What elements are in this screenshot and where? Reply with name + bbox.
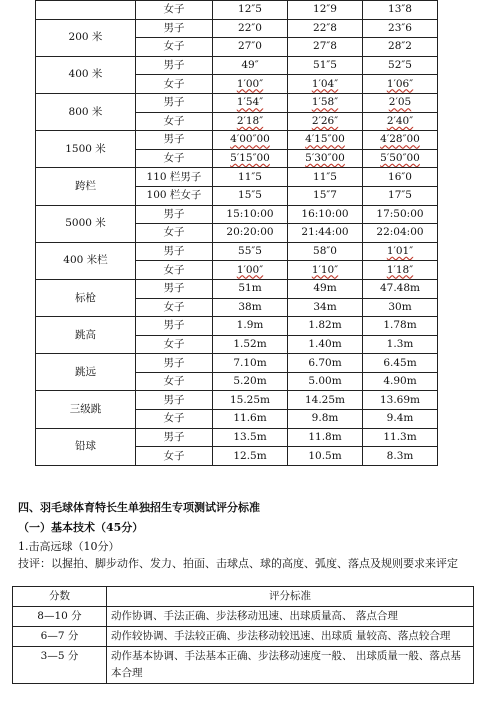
standard-value-cell xyxy=(363,168,438,187)
event-cell: 标枪 xyxy=(36,279,136,316)
gender-cell: 男子 xyxy=(136,391,213,410)
event-cell: 200 米 xyxy=(36,19,136,56)
standard-value-cell xyxy=(213,242,288,261)
standard-value: 1′54″ xyxy=(236,96,264,109)
standard-value: 6.70m xyxy=(308,356,342,369)
standard-value-cell xyxy=(288,242,363,261)
section-title: 四、羽毛球体育特长生单独招生专项测试评分标准 xyxy=(18,501,260,514)
gender-cell: 男子 xyxy=(136,131,213,150)
standard-value: 49m xyxy=(313,282,337,295)
standard-value: 6.45m xyxy=(383,356,417,369)
header-score: 分数 xyxy=(13,587,107,607)
standard-value-cell xyxy=(363,261,438,280)
standard-value: 11.6m xyxy=(233,412,267,425)
standard-value-cell xyxy=(213,93,288,112)
standard-value: 38m xyxy=(238,300,262,313)
standard-value-cell xyxy=(213,354,288,373)
standard-value-cell xyxy=(288,335,363,354)
standard-value: 1′01″ xyxy=(386,245,414,258)
standard-value-cell xyxy=(213,317,288,336)
standard-value: 13.69m xyxy=(379,393,421,406)
standard-value-cell xyxy=(363,112,438,131)
record-row xyxy=(36,93,438,112)
gender-cell: 女子 xyxy=(136,1,213,20)
standard-value-cell xyxy=(213,224,288,243)
record-row xyxy=(36,279,438,298)
standard-value-cell xyxy=(213,131,288,150)
gender-cell: 女子 xyxy=(136,149,213,168)
standard-value: 5′30″00 xyxy=(305,152,345,165)
standard-value-cell xyxy=(213,168,288,187)
standard-value-cell xyxy=(288,372,363,391)
standard-value-cell xyxy=(213,56,288,75)
standard-value-cell xyxy=(363,391,438,410)
standard-value: 5.00m xyxy=(308,375,342,388)
standard-value-cell xyxy=(288,224,363,243)
standard-value: 22″0 xyxy=(238,21,262,34)
standard-value: 1′04″ xyxy=(311,77,339,90)
criteria-text: 技评：以握拍、脚步动作、发力、拍面、击球点、球的高度、弧度、落点及规则要求来评定 xyxy=(18,557,458,570)
standard-value: 9.4m xyxy=(386,412,414,425)
event-cell: 400 米栏 xyxy=(36,242,136,279)
score-row xyxy=(13,627,474,647)
gender-cell: 男子 xyxy=(136,205,213,224)
standard-value: 51″5 xyxy=(313,59,337,72)
standard-value: 2′40″ xyxy=(386,114,414,127)
standard-value-cell xyxy=(288,149,363,168)
gender-cell: 男子 xyxy=(136,317,213,336)
records-table xyxy=(35,0,438,466)
standard-value: 1.40m xyxy=(308,337,342,350)
standard-value: 34m xyxy=(313,300,337,313)
standard-value-cell xyxy=(213,391,288,410)
score-table-header xyxy=(13,587,474,607)
standard-value: 12.5m xyxy=(233,449,267,462)
standard-value-cell xyxy=(213,112,288,131)
standard-value-cell xyxy=(213,410,288,429)
record-row xyxy=(36,1,438,20)
standard-value: 4′28″00 xyxy=(380,133,420,146)
standard-value-cell xyxy=(288,1,363,20)
standard-value: 55″5 xyxy=(238,245,262,258)
event-cell: 铅球 xyxy=(36,428,136,465)
standard-value: 2′26″ xyxy=(311,114,339,127)
standard-value-cell xyxy=(288,298,363,317)
standard-value-cell xyxy=(213,372,288,391)
standard-value-cell xyxy=(288,168,363,187)
standard-value: 22:04:00 xyxy=(376,226,424,239)
standard-value-cell xyxy=(288,410,363,429)
standard-value-cell xyxy=(288,75,363,94)
gender-cell: 女子 xyxy=(136,75,213,94)
standard-value-cell xyxy=(288,391,363,410)
standard-cell: 动作较协调、手法较正确、步法移动较迅速、出球质 量较高、落点较合理 xyxy=(107,627,474,647)
standard-value-cell xyxy=(288,279,363,298)
standard-value: 1′00″ xyxy=(236,263,264,276)
record-row xyxy=(36,354,438,373)
gender-cell: 女子 xyxy=(136,224,213,243)
standard-value-cell xyxy=(363,93,438,112)
standard-value-cell xyxy=(288,428,363,447)
standard-value-cell xyxy=(288,261,363,280)
standard-value-cell xyxy=(213,335,288,354)
standard-value-cell xyxy=(363,186,438,205)
score-cell: 3—5 分 xyxy=(13,647,107,684)
standard-value: 12″9 xyxy=(313,3,337,16)
header-standard: 评分标准 xyxy=(107,587,474,607)
standard-value: 5′15″00 xyxy=(230,152,270,165)
standard-value-cell xyxy=(363,354,438,373)
standard-value-cell xyxy=(363,298,438,317)
standard-value-cell xyxy=(363,335,438,354)
gender-cell: 女子 xyxy=(136,372,213,391)
record-row xyxy=(36,19,438,38)
standard-value: 10.5m xyxy=(308,449,342,462)
standard-value-cell xyxy=(288,131,363,150)
record-row xyxy=(36,131,438,150)
subsection-title: （一）基本技术（45分） xyxy=(18,521,144,534)
event-cell: 5000 米 xyxy=(36,205,136,242)
standard-value-cell xyxy=(363,1,438,20)
record-row xyxy=(36,242,438,261)
standard-value-cell xyxy=(213,261,288,280)
standard-value: 30m xyxy=(388,300,412,313)
gender-cell: 男子 xyxy=(136,19,213,38)
standard-value-cell xyxy=(213,186,288,205)
record-row xyxy=(36,168,438,187)
score-row xyxy=(13,647,474,684)
standard-value: 1.9m xyxy=(236,319,264,332)
gender-cell: 男子 xyxy=(136,56,213,75)
standard-value: 11″5 xyxy=(238,170,262,183)
event-cell: 三级跳 xyxy=(36,391,136,428)
standard-value: 4′00″00 xyxy=(230,133,270,146)
record-row xyxy=(36,428,438,447)
score-cell: 6—7 分 xyxy=(13,627,107,647)
standard-value: 1.52m xyxy=(233,337,267,350)
standard-value: 52″5 xyxy=(388,59,412,72)
standard-value: 21:44:00 xyxy=(301,226,349,239)
gender-cell: 男子 xyxy=(136,93,213,112)
score-table xyxy=(12,586,474,684)
event-cell: 跳高 xyxy=(36,317,136,354)
standard-value: 28″2 xyxy=(388,40,412,53)
standard-value: 15″5 xyxy=(238,189,262,202)
standard-value-cell xyxy=(213,298,288,317)
standard-value-cell xyxy=(363,410,438,429)
item-title: 1.击高远球（10分） xyxy=(18,540,120,553)
standard-value: 4′15″00 xyxy=(305,133,345,146)
event-cell: 1500 米 xyxy=(36,131,136,168)
event-cell: 400 米 xyxy=(36,56,136,93)
standard-value-cell xyxy=(213,205,288,224)
standard-value-cell xyxy=(363,428,438,447)
standard-value: 16:10:00 xyxy=(301,207,349,220)
gender-cell: 100 栏女子 xyxy=(136,186,213,205)
standard-value: 27″8 xyxy=(313,40,337,53)
standard-value: 1.82m xyxy=(308,319,342,332)
standard-value: 49″ xyxy=(241,59,259,72)
standard-value-cell xyxy=(213,75,288,94)
standard-value-cell xyxy=(363,131,438,150)
record-row xyxy=(36,56,438,75)
standard-value-cell xyxy=(363,242,438,261)
standard-value-cell xyxy=(363,205,438,224)
standard-value-cell xyxy=(288,186,363,205)
standard-value-cell xyxy=(288,56,363,75)
standard-value: 16″0 xyxy=(388,170,412,183)
standard-value: 47.48m xyxy=(379,282,421,295)
standard-value-cell xyxy=(213,149,288,168)
gender-cell: 110 栏男子 xyxy=(136,168,213,187)
standard-value: 14.25m xyxy=(304,393,346,406)
standard-value: 22″8 xyxy=(313,21,337,34)
standard-value: 1′06″ xyxy=(386,77,414,90)
gender-cell: 女子 xyxy=(136,410,213,429)
gender-cell: 男子 xyxy=(136,279,213,298)
standard-value: 27″0 xyxy=(238,40,262,53)
event-cell: 800 米 xyxy=(36,93,136,130)
standard-value-cell xyxy=(288,19,363,38)
record-row xyxy=(36,391,438,410)
standard-value: 11″5 xyxy=(313,170,337,183)
standard-value-cell xyxy=(363,372,438,391)
standard-cell: 动作基本协调、手法基本正确、步法移动速度一般、 出球质量一般、落点基本合理 xyxy=(107,647,474,684)
score-row xyxy=(13,607,474,627)
standard-value-cell xyxy=(363,224,438,243)
standard-value-cell xyxy=(363,279,438,298)
gender-cell: 女子 xyxy=(136,447,213,466)
standard-value: 2′05 xyxy=(388,96,412,109)
score-cell: 8—10 分 xyxy=(13,607,107,627)
standard-value: 8.3m xyxy=(386,449,414,462)
standard-value: 7.10m xyxy=(233,356,267,369)
gender-cell: 女子 xyxy=(136,38,213,57)
standard-value-cell xyxy=(363,149,438,168)
event-cell: 跳远 xyxy=(36,354,136,391)
standard-value: 23″6 xyxy=(388,21,412,34)
standard-value-cell xyxy=(288,317,363,336)
gender-cell: 女子 xyxy=(136,261,213,280)
standard-value: 5′50″00 xyxy=(380,152,420,165)
standard-value: 9.8m xyxy=(311,412,339,425)
standard-value: 20:20:00 xyxy=(226,226,274,239)
standard-value: 13″8 xyxy=(388,3,412,16)
standard-value-cell xyxy=(213,428,288,447)
standard-value-cell xyxy=(288,447,363,466)
standard-value-cell xyxy=(363,447,438,466)
standard-value: 13.5m xyxy=(233,430,267,443)
standard-value: 1′58″ xyxy=(311,96,339,109)
standard-value: 11.3m xyxy=(383,430,417,443)
gender-cell: 男子 xyxy=(136,354,213,373)
standard-value: 1′10″ xyxy=(311,263,339,276)
gender-cell: 女子 xyxy=(136,335,213,354)
standard-value-cell xyxy=(363,19,438,38)
standard-value: 15:10:00 xyxy=(226,207,274,220)
gender-cell: 男子 xyxy=(136,242,213,261)
standard-value: 58″0 xyxy=(313,245,337,258)
standard-value-cell xyxy=(288,112,363,131)
standard-value-cell xyxy=(288,38,363,57)
standard-value-cell xyxy=(288,354,363,373)
standard-value: 15.25m xyxy=(229,393,271,406)
gender-cell: 女子 xyxy=(136,112,213,131)
standard-value: 11.8m xyxy=(308,430,342,443)
standard-value-cell xyxy=(363,38,438,57)
gender-cell: 女子 xyxy=(136,298,213,317)
standard-value-cell xyxy=(288,205,363,224)
standard-cell: 动作协调、手法正确、步法移动迅速、出球质量高、 落点合理 xyxy=(107,607,474,627)
standard-value: 1.3m xyxy=(386,337,414,350)
standard-value-cell xyxy=(213,19,288,38)
standard-value: 1′18″ xyxy=(386,263,414,276)
standard-value-cell xyxy=(213,279,288,298)
standard-value: 15″7 xyxy=(313,189,337,202)
standard-value: 12″5 xyxy=(238,3,262,16)
standard-value-cell xyxy=(213,1,288,20)
record-row xyxy=(36,205,438,224)
gender-cell: 男子 xyxy=(136,428,213,447)
standard-value-cell xyxy=(363,317,438,336)
standard-value: 2′18″ xyxy=(236,114,264,127)
standard-value: 17″5 xyxy=(388,189,412,202)
standard-value-cell xyxy=(213,447,288,466)
standard-value: 1′00″ xyxy=(236,77,264,90)
event-cell: 跨栏 xyxy=(36,168,136,205)
record-row xyxy=(36,317,438,336)
standard-value-cell xyxy=(363,56,438,75)
standard-value: 17:50:00 xyxy=(376,207,424,220)
standard-value-cell xyxy=(363,75,438,94)
standard-value: 1.78m xyxy=(383,319,417,332)
standard-value-cell xyxy=(213,38,288,57)
standard-value: 5.20m xyxy=(233,375,267,388)
standard-value: 4.90m xyxy=(383,375,417,388)
event-cell xyxy=(36,1,136,20)
standard-value-cell xyxy=(288,93,363,112)
standard-value: 51m xyxy=(238,282,262,295)
